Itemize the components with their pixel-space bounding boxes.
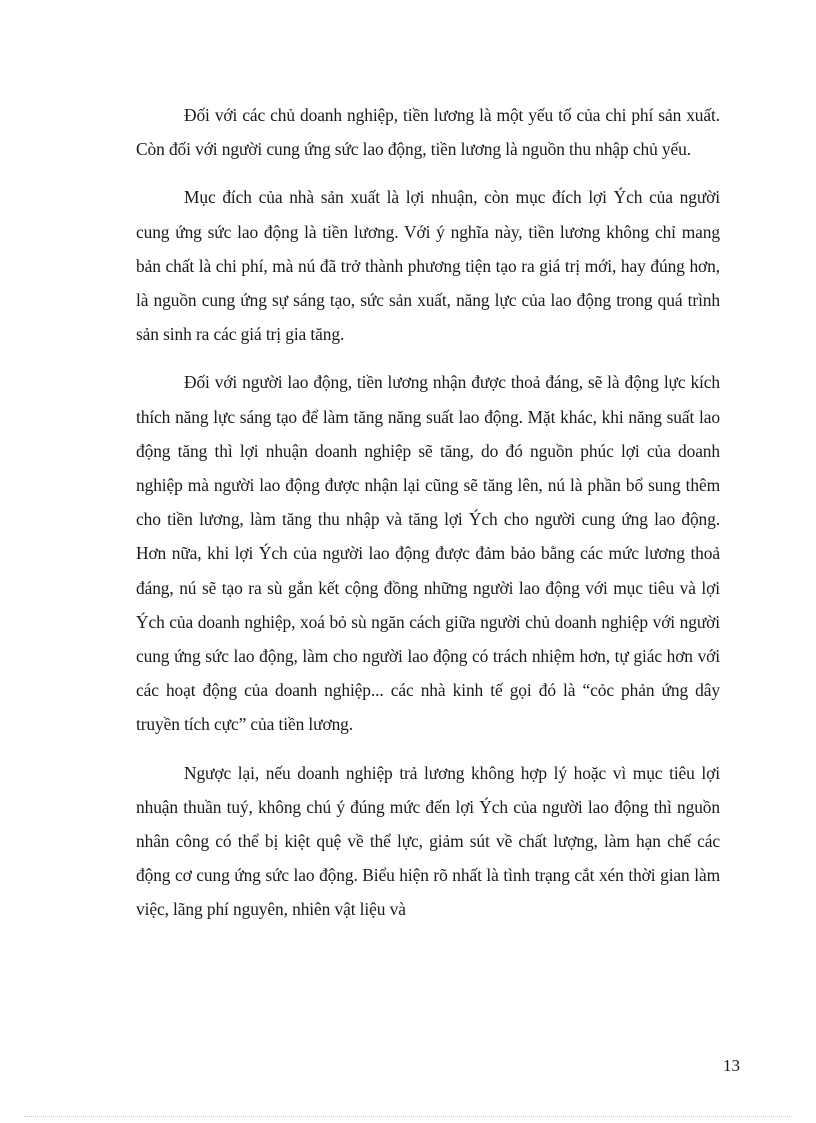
- paragraph-4: Ngược lại, nếu doanh nghiệp trả lương không hợp lý hoặc vì mục tiêu lợi nhuận thuần tuý, không chú ý đúng mức đến lợi Ých của người lao động thì nguồn nhân công có thể bị kiệt quệ về thể lực, giảm sút về chất lượng, làm hạn chế các động cơ cung ứng sức lao động. Biểu hiện rõ nhất là tình trạng cắt xén thời gian làm việc, lãng phí nguyên, nhiên vật liệu và: [136, 762, 720, 920]
- footer-divider: [24, 1116, 792, 1117]
- page-number: 13: [723, 1056, 740, 1075]
- paragraph-3: Đối với người lao động, tiền lương nhận được thoả đáng, sẽ là động lực kích thích năng lực sáng tạo để làm tăng năng suất lao động. Mặt khác, khi năng suất lao động tăng thì lợi nhuận doanh nghiệp sẽ tăng, do đó nguồn phúc lợi của doanh nghiệp mà người lao động được nhận lại cũng sẽ tăng lên, nú là phần bổ sung thêm cho tiền lương, làm tăng thu nhập và tăng lợi Ých cho người cung ứng lao động. Hơn nữa, khi lợi Ých của người lao động được đảm bảo bằng các mức lương thoả đáng, nú sẽ tạo ra sù gắn kết cộng đồng những người lao động với mục tiêu và lợi Ých của doanh nghiệp, xoá bỏ sù ngăn cách giữa người chủ doanh nghiệp với người cung ứng sức lao động, làm cho người lao động có trách nhiệm hơn, tự giác hơn với các hoạt động của doanh nghiệp... các nhà kinh tế gọi đó là “cỏc phản ứng dây truyền tích cực” của tiền lương.: [136, 372, 720, 735]
- paragraph-2: Mục đích của nhà sản xuất là lợi nhuận, còn mục đích lợi Ých của người cung ứng sức lao động là tiền lương. Với ý nghĩa này, tiền lương không chỉ mang bản chất là chi phí, mà nú đã trở thành phương tiện tạo ra giá trị mới, hay đúng hơn, là nguồn cung ứng sự sáng tạo, sức sản xuất, năng lực của lao động trong quá trình sản sinh ra các giá trị gia tăng.: [136, 187, 720, 345]
- paragraph-1: Đối với các chủ doanh nghiệp, tiền lương là một yếu tố của chi phí sản xuất. Còn đối với người cung ứng sức lao động, tiền lương là nguồn thu nhập chủ yếu.: [136, 105, 720, 160]
- document-body: [136, 98, 720, 941]
